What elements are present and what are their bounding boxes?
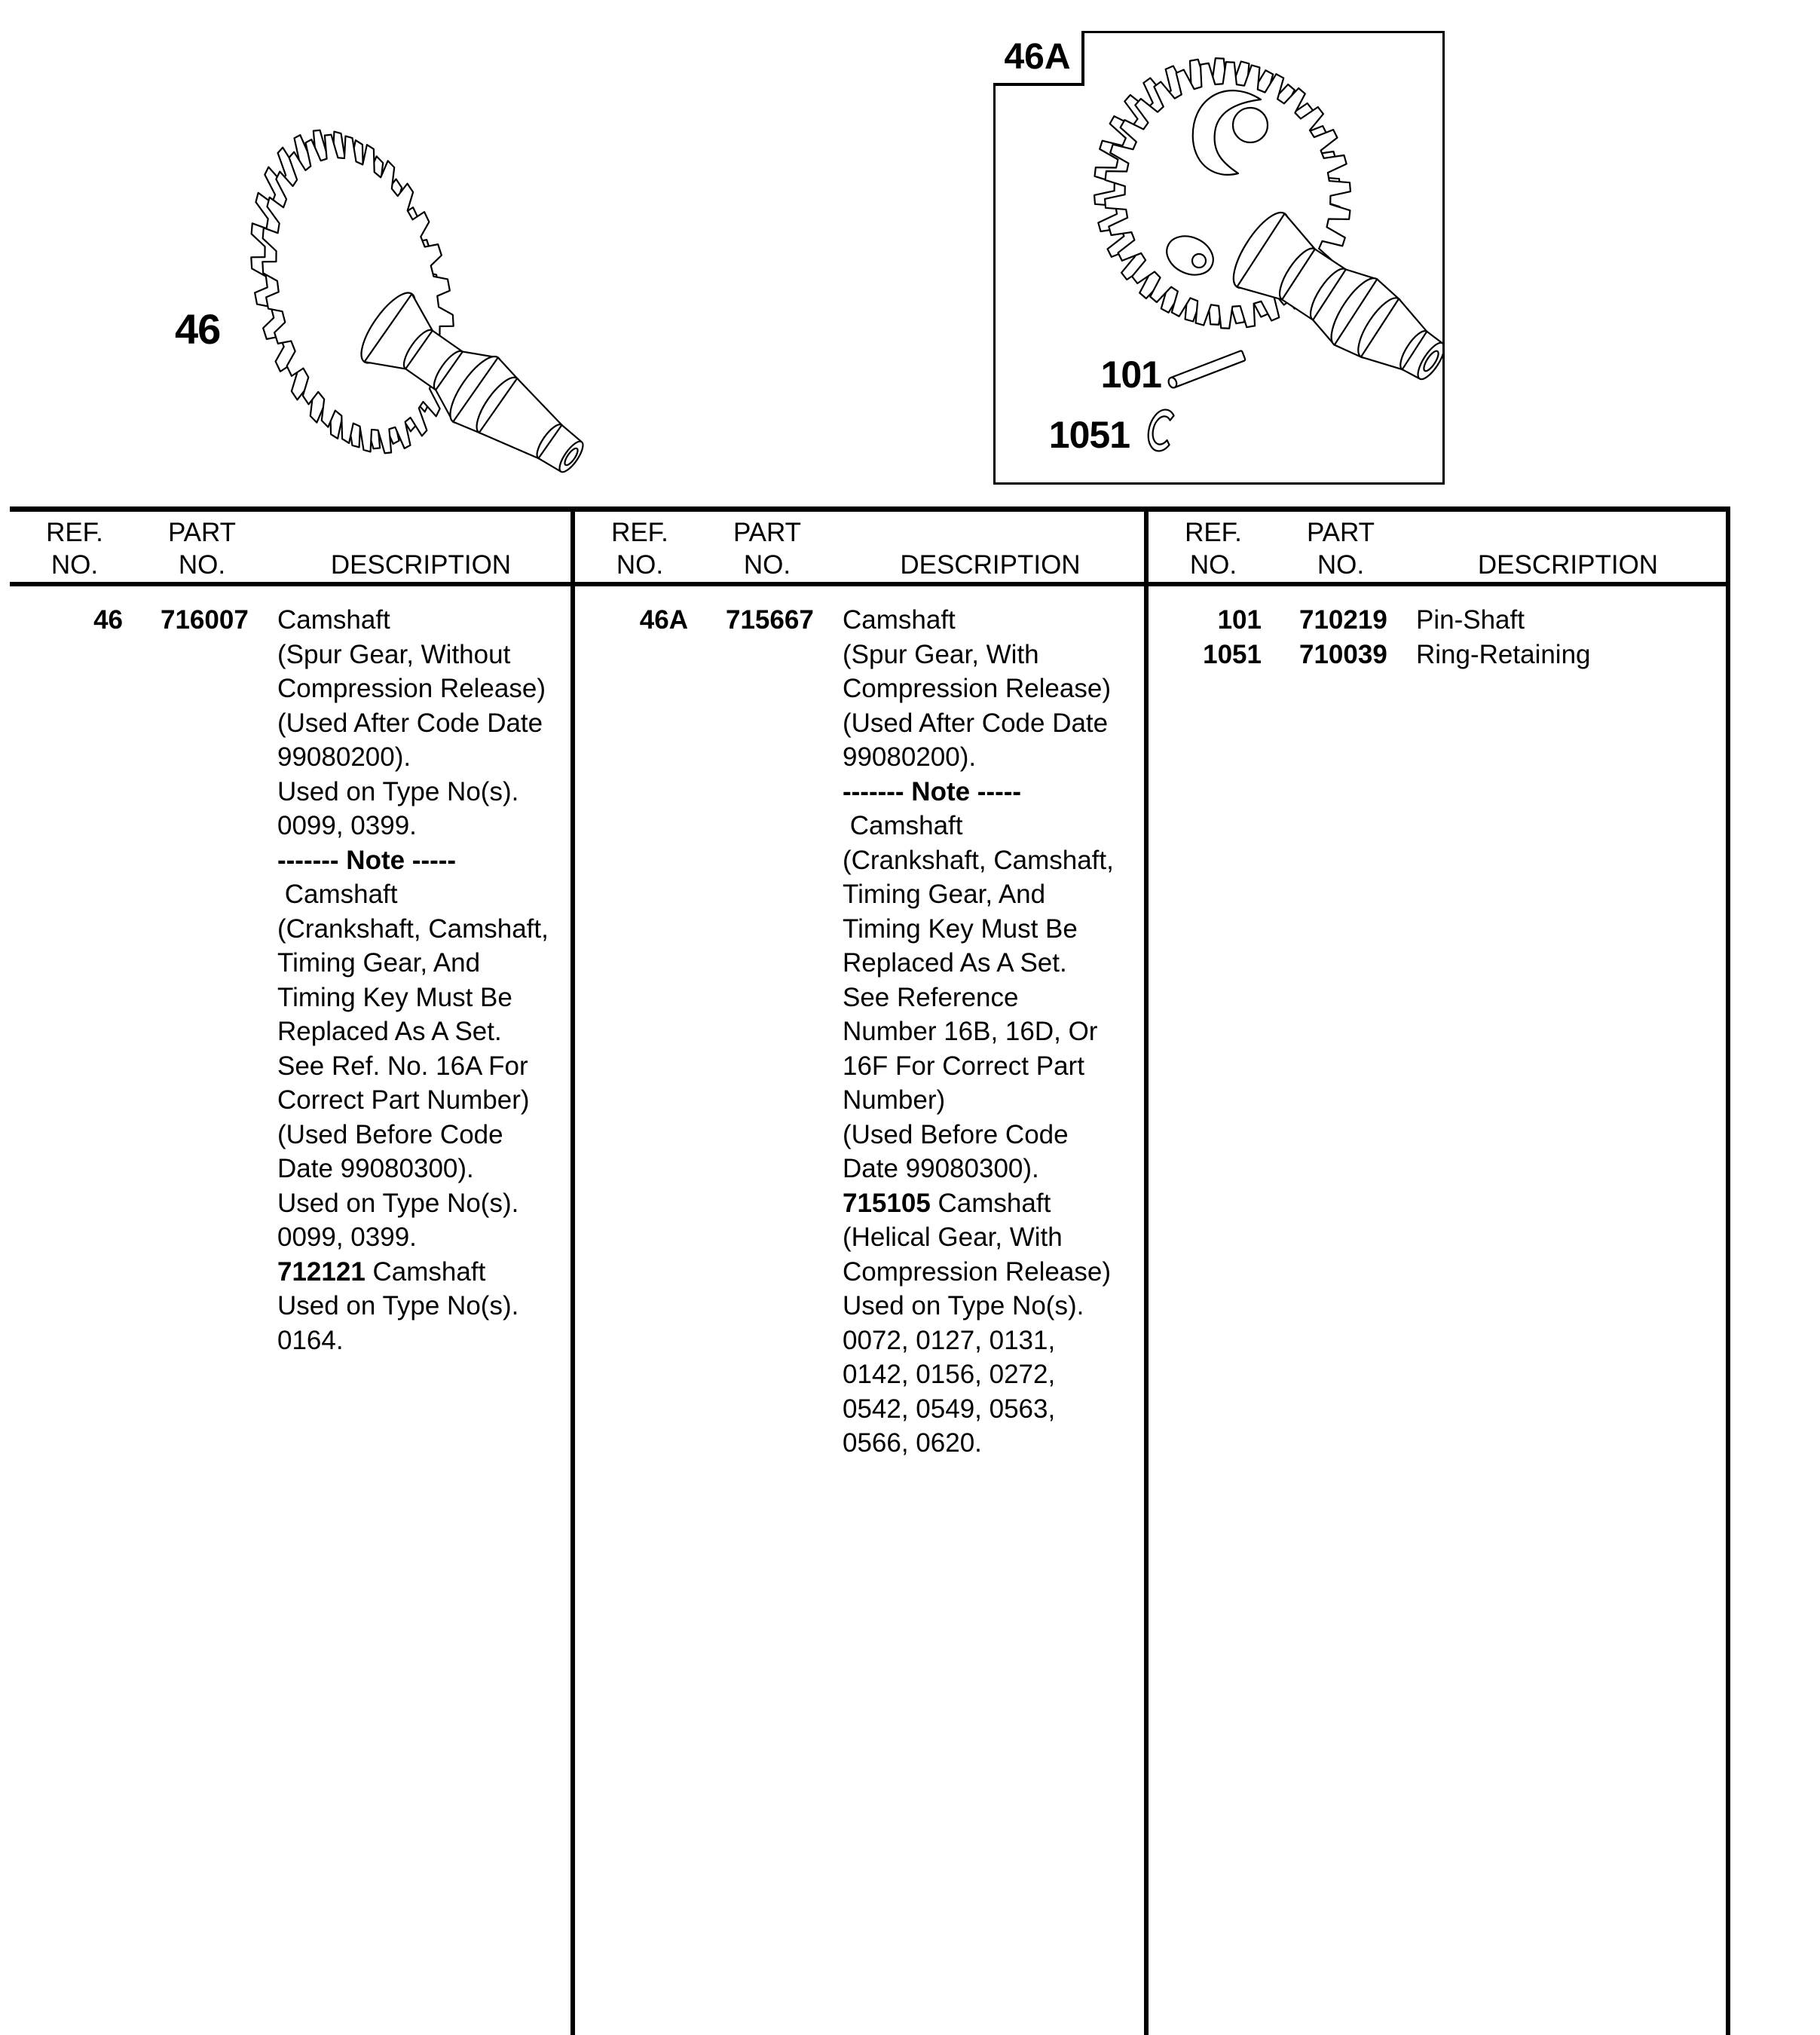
header-group-1	[10, 516, 570, 582]
description-cell: Pin-Shaft	[1416, 605, 1525, 635]
description-line: (Spur Gear, With	[843, 639, 1039, 669]
parts-table	[10, 506, 1730, 2035]
description-line: Timing Key Must Be	[843, 913, 1078, 944]
table-header-rule	[10, 582, 1730, 586]
description-line: Used on Type No(s).	[277, 1291, 519, 1320]
description-line: (Used After Code Date	[277, 708, 543, 738]
description-line: (Used After Code Date	[843, 708, 1109, 738]
description-line: (Spur Gear, Without	[277, 639, 511, 669]
description-line: 0072, 0127, 0131,	[843, 1325, 1056, 1355]
description-line: Camshaft	[277, 880, 398, 909]
part-no-header: PART NO.	[733, 518, 802, 580]
description-line: ------- Note -----	[277, 845, 457, 875]
description-line: 99080200).	[843, 742, 977, 772]
description-line: 16F For Correct Part	[843, 1051, 1084, 1081]
description-line: (Used Before Code	[843, 1119, 1069, 1149]
ref-no-header: REF. NO.	[1185, 518, 1242, 580]
description-line: Used on Type No(s).	[277, 776, 519, 806]
callout-101: 101	[1100, 353, 1161, 396]
description-line: Camshaft	[277, 605, 390, 635]
description-line: ------- Note -----	[843, 776, 1022, 806]
description-line: 0164.	[277, 1325, 344, 1355]
description-line: Camshaft	[843, 605, 956, 635]
table-right-border	[1726, 506, 1730, 2035]
description-line: (Crankshaft, Camshaft,	[843, 845, 1114, 875]
description-line: Used on Type No(s).	[277, 1188, 519, 1218]
body-group-2	[575, 603, 1144, 1461]
description-line: Timing Gear, And	[843, 880, 1046, 909]
ref-no-value: 46	[93, 605, 123, 635]
description-line: Number)	[843, 1085, 946, 1115]
part-no-header: PART NO.	[167, 518, 237, 580]
figure-46a-box	[993, 31, 1445, 485]
description-header: DESCRIPTION	[1477, 550, 1659, 580]
description-line: Date 99080300).	[277, 1154, 474, 1183]
table-row	[10, 603, 570, 1357]
description-line: Used on Type No(s).	[843, 1291, 1084, 1320]
ref-no-value: 46A	[639, 605, 688, 635]
description-line: Number 16B, 16D, Or	[843, 1017, 1098, 1046]
description-line: 0142, 0156, 0272,	[843, 1360, 1056, 1389]
part-no-value: 710219	[1299, 605, 1387, 635]
description-cell	[277, 603, 549, 1357]
callout-1051: 1051	[1048, 414, 1130, 456]
header-group-3	[1149, 516, 1726, 582]
description-line: See Reference	[843, 982, 1019, 1012]
description-line: 99080200).	[277, 742, 411, 772]
description-header: DESCRIPTION	[900, 550, 1081, 580]
description-line: Compression Release)	[843, 674, 1111, 703]
description-line: Timing Gear, And	[277, 948, 481, 978]
camshaft-46-drawing	[234, 60, 588, 497]
description-line: Date 99080300).	[843, 1154, 1039, 1183]
description-line: 0099, 0399.	[277, 811, 417, 840]
description-header: DESCRIPTION	[330, 550, 512, 580]
description-line: Replaced As A Set.	[843, 948, 1067, 978]
part-no-value: 715667	[726, 605, 814, 635]
description-line: (Helical Gear, With	[843, 1223, 1063, 1252]
description-line: Correct Part Number)	[277, 1085, 530, 1115]
body-group-1	[10, 603, 570, 1357]
description-line: 715105 Camshaft	[843, 1188, 1051, 1218]
description-line: Compression Release)	[843, 1256, 1111, 1287]
description-line: Replaced As A Set.	[277, 1017, 502, 1046]
description-line: (Crankshaft, Camshaft,	[277, 913, 549, 944]
description-line: See Ref. No. 16A For	[277, 1051, 528, 1081]
table-row	[575, 603, 1144, 1461]
part-no-value: 716007	[161, 605, 249, 635]
ref-no-header: REF. NO.	[611, 518, 668, 580]
description-line: (Used Before Code	[277, 1119, 503, 1149]
description-line: 712121 Camshaft	[277, 1256, 486, 1287]
description-line: 0099, 0399.	[277, 1223, 417, 1252]
table-row	[1149, 603, 1726, 638]
description-line: Camshaft	[843, 811, 963, 840]
callout-46: 46	[175, 305, 221, 353]
ref-no-header: REF. NO.	[46, 518, 103, 580]
ref-no-value: 1051	[1203, 639, 1262, 669]
body-group-3	[1149, 603, 1726, 672]
description-line: 0566, 0620.	[843, 1428, 982, 1458]
callout-46a: 46A	[993, 31, 1084, 86]
table-top-rule	[10, 506, 1730, 512]
column-divider-2	[1144, 506, 1149, 2035]
part-no-header: PART NO.	[1306, 518, 1375, 580]
table-row	[1149, 638, 1726, 672]
header-group-2	[575, 516, 1144, 582]
ref-no-value: 101	[1217, 605, 1262, 635]
description-cell	[843, 603, 1114, 1461]
description-line: Timing Key Must Be	[277, 982, 512, 1012]
description-cell: Ring-Retaining	[1416, 639, 1591, 669]
description-line: 0542, 0549, 0563,	[843, 1394, 1056, 1424]
part-no-value: 710039	[1299, 639, 1387, 669]
description-line: Compression Release)	[277, 674, 546, 703]
